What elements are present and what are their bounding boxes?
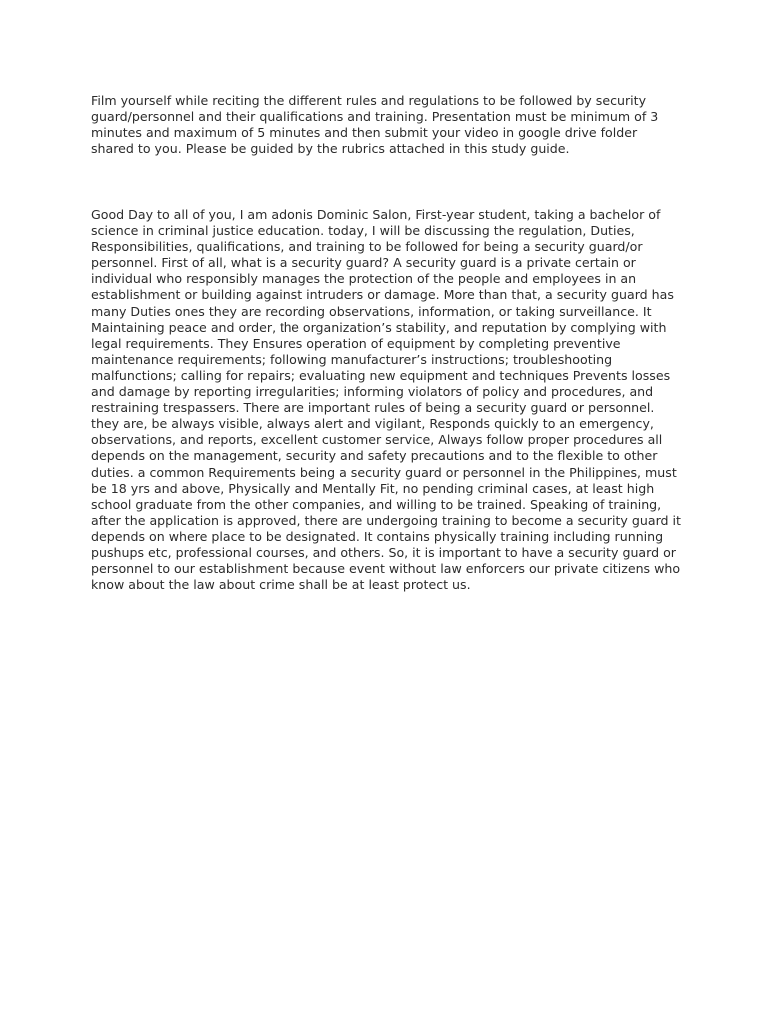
instructions-paragraph: Film yourself while reciting the different rules and regulations to be followed by security guard/personnel and their qualifications and training. Presentation must be minimum of 3 minutes and maximum of 5 minutes and then submit your video in google drive folder shared to you. Please be guided by the rubrics attached in this study guide. (91, 93, 659, 157)
essay-paragraph (91, 207, 681, 593)
essay-text-part2: organization’s stability, and reputation by complying with legal requirements. They Ensures operation of equipment by completing preventive maintenance requirements; following manufacturer’s instructions; troubleshooting malfunctions; calling for repairs; evaluating new equipment and techniques Prevents losses and damage by reporting irregularities; informing violators of policy and procedures, and restraining trespassers. There are important rules of being a security guard or personnel. they are, be always visible, always alert and vigilant, Responds quickly to an emergency, observations, and reports, excellent customer service, Always follow proper procedures all depends on the management, security and safety precautions and to the flexible to other duties. a common Requirements being a security guard or personnel in the Philippines, must be 18 yrs and above, Physically and Mentally Fit, no pending criminal cases, at least high school graduate from the other companies, and willing to be trained. Speaking of training, after the application is approved, there are undergoing training to become a security guard it depends on where place to be designated. It contains physically training including running pushups etc, professional courses, and others. So, it is important to have a security guard or personnel to our establishment because event without law enforcers our private citizens who know about the law about crime shall be at least protect us. (91, 319, 681, 593)
essay-word-the: the (280, 319, 299, 335)
essay-text-part1: Good Day to all of you, I am adonis Dominic Salon, First-year student, taking a bachelor of science in criminal justice education. today, I will be discussing the regulation, Duties, Responsibilities, qualifications, and training to be followed for being a security guard/or personnel. First of all, what is a security guard? A security guard is a private certain or individual who responsibly manages the protection of the people and employees in an establishment or building against intruders or damage. More than that, a security guard has many Duties ones they are recording observations, information, or taking surveillance. It Maintaining peace and order, (91, 207, 674, 335)
